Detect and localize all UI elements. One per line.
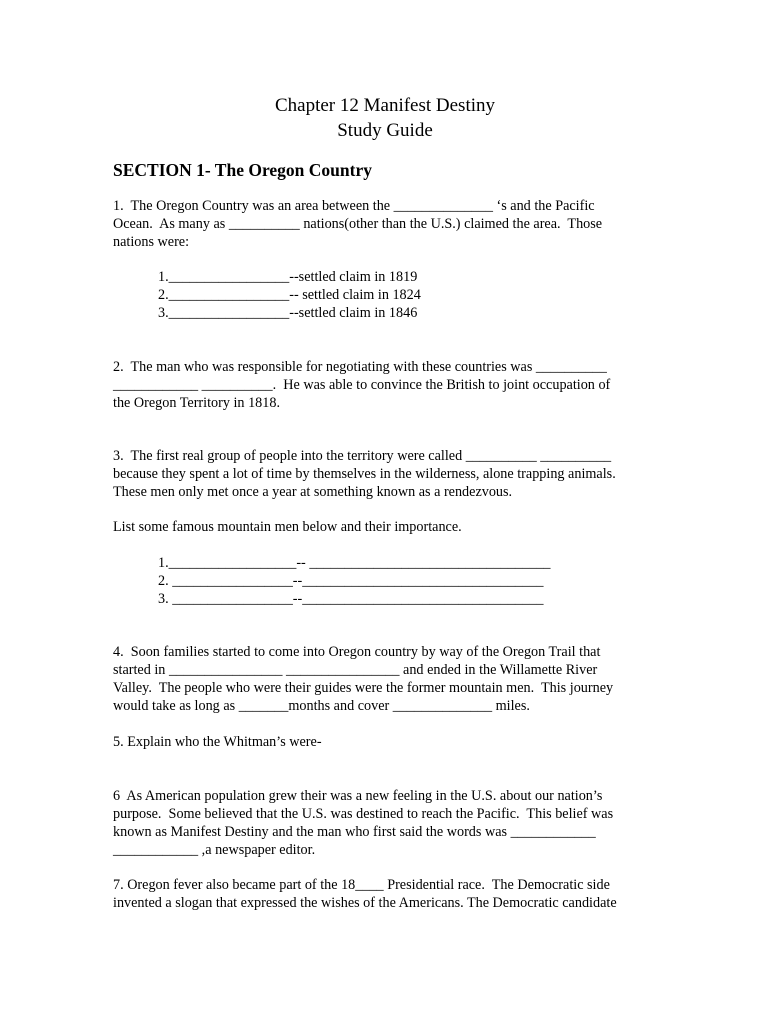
document-title: Chapter 12 Manifest Destiny — [274, 95, 496, 116]
question-1-line-2: Ocean. As many as __________ nations(other than the U.S.) claimed the area. Those — [113, 216, 603, 232]
question-6-line-3: known as Manifest Destiny and the man who first said the words was ____________ — [113, 824, 596, 840]
question-3-line-1: 3. The first real group of people into the territory were called __________ __________ — [113, 448, 612, 464]
question-6-line-4: ____________ ,a newspaper editor. — [113, 842, 316, 858]
document-subtitle: Study Guide — [337, 120, 433, 141]
mountain-men-list-item-2: 2. _________________--__________________________________ — [158, 573, 544, 589]
question-4-line-2: started in ________________ ________________ and ended in the Willamette River — [113, 662, 598, 678]
nation-list-item-1: 1._________________--settled claim in 1819 — [158, 269, 418, 285]
question-3-line-3: These men only met once a year at something known as a rendezvous. — [113, 484, 513, 500]
question-7-line-2: invented a slogan that expressed the wishes of the Americans. The Democratic candidate — [113, 895, 617, 911]
question-1-line-1: 1. The Oregon Country was an area between the ______________ ‘s and the Pacific — [113, 198, 595, 214]
nation-list-item-3: 3._________________--settled claim in 1846 — [158, 305, 418, 321]
mountain-men-list-item-3: 3. _________________--__________________________________ — [158, 591, 544, 607]
question-3-line-2: because they spent a lot of time by themselves in the wilderness, alone trapping animals. — [113, 466, 616, 482]
section-1-heading: SECTION 1- The Oregon Country — [113, 160, 372, 180]
nation-list-item-2: 2._________________-- settled claim in 1824 — [158, 287, 421, 303]
question-2-line-1: 2. The man who was responsible for negotiating with these countries was __________ — [113, 359, 607, 375]
question-6-line-2: purpose. Some believed that the U.S. was destined to reach the Pacific. This belief was — [113, 806, 614, 822]
question-4-line-1: 4. Soon families started to come into Oregon country by way of the Oregon Trail that — [113, 644, 601, 660]
question-2-line-2: ____________ __________. He was able to convince the British to joint occupation of — [113, 377, 611, 393]
question-1-line-3: nations were: — [113, 234, 190, 250]
question-4-line-3: Valley. The people who were their guides were the former mountain men. This journey — [113, 680, 614, 696]
mountain-men-intro: List some famous mountain men below and their importance. — [113, 519, 462, 535]
question-7-line-1: 7. Oregon fever also became part of the 18____ Presidential race. The Democratic side — [113, 877, 610, 893]
question-2-line-3: the Oregon Territory in 1818. — [113, 395, 280, 411]
mountain-men-list-item-1: 1.__________________-- __________________________________ — [158, 555, 551, 571]
question-6-line-1: 6 As American population grew their was a new feeling in the U.S. about our nation’s — [113, 788, 603, 804]
question-4-line-4: would take as long as _______months and cover ______________ miles. — [113, 698, 530, 714]
question-5: 5. Explain who the Whitman’s were- — [113, 734, 322, 750]
